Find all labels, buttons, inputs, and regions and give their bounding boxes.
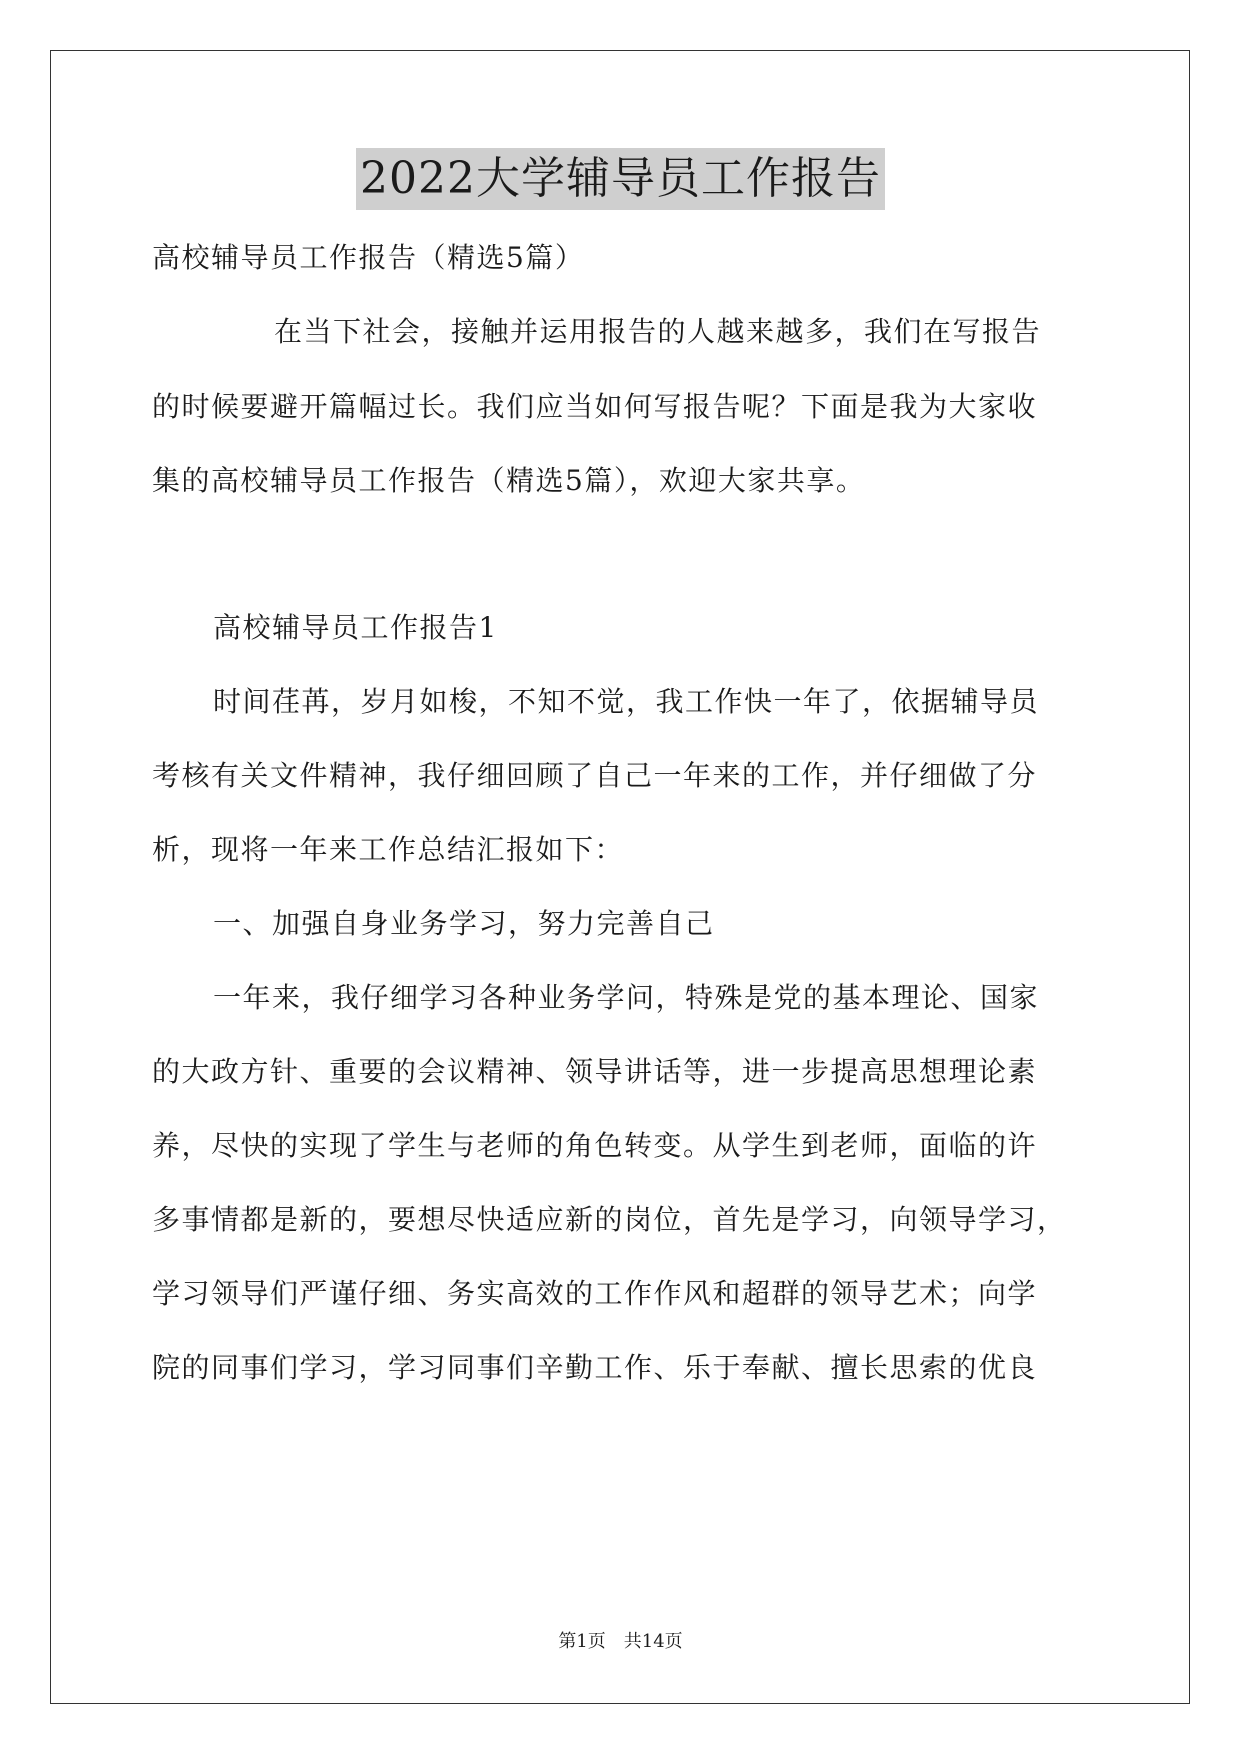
- paragraph-line: 析，现将一年来工作总结汇报如下：: [152, 833, 625, 866]
- section-heading: 高校辅导员工作报告1: [213, 611, 498, 644]
- page-footer: 第1页 共14页: [558, 1631, 683, 1652]
- paragraph-line: 院的同事们学习，学习同事们辛勤工作、乐于奉献、擅长思索的优良: [152, 1351, 1038, 1384]
- paragraph-line: 养，尽快的实现了学生与老师的角色转变。从学生到老师，面临的许: [152, 1129, 1038, 1162]
- paragraph-line: 的时候要避开篇幅过长。我们应当如何写报告呢？下面是我为大家收: [152, 390, 1038, 423]
- page-border: [50, 50, 1190, 1704]
- paragraph-line: 的大政方针、重要的会议精神、领导讲话等，进一步提高思想理论素: [152, 1055, 1038, 1088]
- paragraph-line: 学习领导们严谨仔细、务实高效的工作作风和超群的领导艺术；向学: [152, 1277, 1038, 1310]
- paragraph-line: 一年来，我仔细学习各种业务学问，特殊是党的基本理论、国家: [213, 981, 1040, 1014]
- paragraph-line: 考核有关文件精神，我仔细回顾了自己一年来的工作，并仔细做了分: [152, 759, 1038, 792]
- title-container: [0, 148, 1241, 210]
- paragraph-line: 时间荏苒，岁月如梭，不知不觉，我工作快一年了，依据辅导员: [213, 685, 1040, 718]
- paragraph-line: 多事情都是新的，要想尽快适应新的岗位，首先是学习，向领导学习，: [152, 1203, 1067, 1236]
- paragraph-line: 在当下社会，接触并运用报告的人越来越多，我们在写报告: [274, 315, 1042, 348]
- paragraph-line: 集的高校辅导员工作报告（精选5篇），欢迎大家共享。: [152, 464, 866, 497]
- document-title: 2022大学辅导员工作报告: [356, 148, 885, 210]
- subtitle-line: 高校辅导员工作报告（精选5篇）: [152, 241, 585, 274]
- subsection-heading: 一、加强自身业务学习，努力完善自己: [213, 907, 715, 940]
